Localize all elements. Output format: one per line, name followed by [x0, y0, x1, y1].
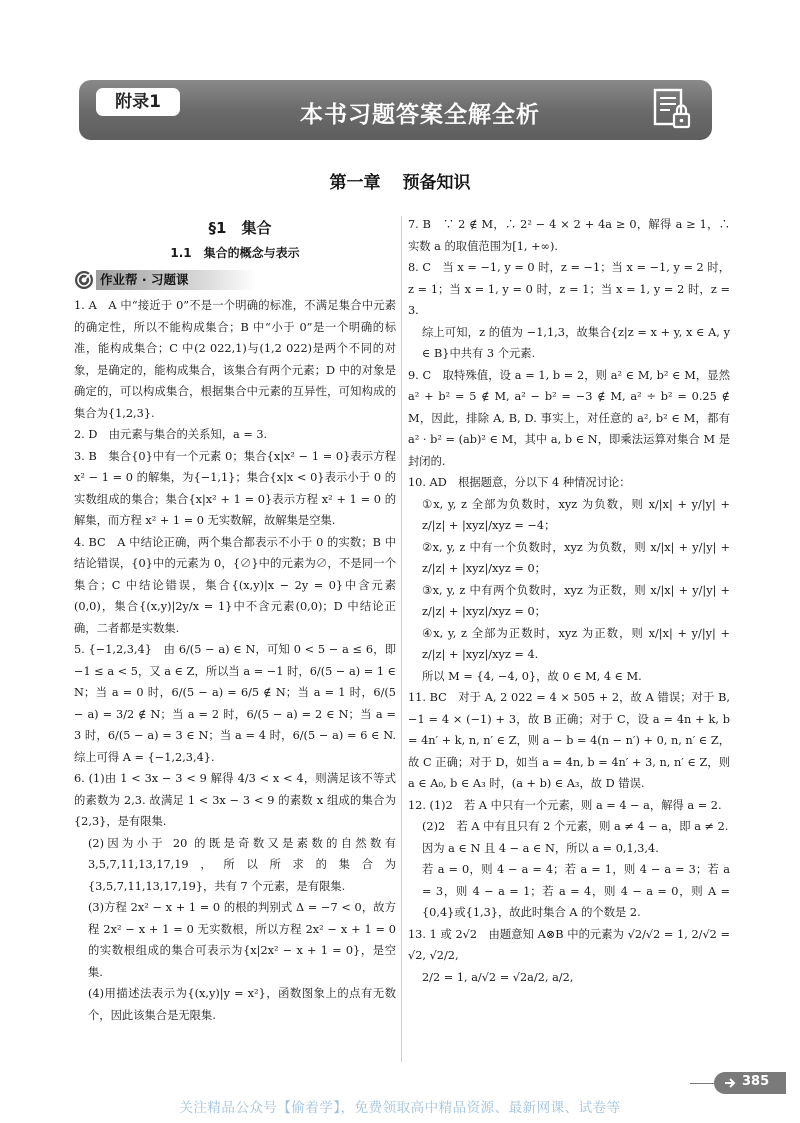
answer-paragraph: 3. B 集合{0}中有一个元素 0；集合{x|x² − 1 = 0}表示方程 x² − 1 = 0 的解集，为{−1,1}；集合{x|x < 0}表示小于 0 的实数组成的集合；集合{x|x² + 1 = 0}表示方程 x² + 1 = 0 的解集，而方程 x² + 1 = 0 无实数解，故解集是空集. — [74, 449, 396, 527]
answer-paragraph: 5. {−1,2,3,4} 由 6/(5 − a) ∈ N，可知 0 < 5 − a ≤ 6，即 −1 ≤ a < 5，又 a ∈ Z，所以当 a = −1 时，6/(5 − a) = 1 ∈ N；当 a = 0 时，6/(5 − a) = 6/5 ∉ N；当 a = 1 时，6/(5 − a) = 3/2 ∉ N；当 a = 2 时，6/(5 − a) = 2 ∈ N；当 a = 3 时，6/(5 − a) = 3 ∈ N；当 a = 4 时，6/(5 − a) = 6 ∈ N. 综上可得 A = {−1,2,3,4}. — [74, 643, 396, 764]
exercise-label: 作业帮 · 习题课 — [96, 270, 256, 290]
chapter-name: 预备知识 — [402, 173, 471, 193]
answer-paragraph: 1. A A 中“接近于 0”不是一个明确的标准，不满足集合中元素的确定性，所以不能构成集合；B 中“小于 0”是一个明确的标准，能构成集合；C 中(2 022,1)与(1,2 022)是两个不同的对象，是确定的，能构成集合，该集合有两个元素；D 中的对象是确定的，可以构成集合，根据集合中元素的互异性，可知构成的集合为{1,2,3}. — [74, 299, 396, 420]
answer-paragraph: 因为 a ∈ N 且 4 − a ∈ N，所以 a = 0,1,3,4. — [422, 841, 659, 855]
arrow-icon — [724, 1077, 738, 1089]
answer-paragraph: 8. C 当 x = −1, y = 0 时，z = −1；当 x = −1, y = 2 时，z = 1；当 x = 1, y = 0 时，z = 1；当 x = 1, y = 2 时，z = 3. — [408, 261, 730, 317]
answer-paragraph: 10. AD 根据题意，分以下 4 种情况讨论： — [408, 476, 631, 489]
answer-paragraph: 13. 1 或 2√2 由题意知 A⊗B 中的元素为 √2/√2 = 1, 2/√2 = √2, √2/2, — [408, 927, 730, 962]
page-number-badge — [714, 1072, 786, 1094]
answer-paragraph: 2. D 由元素与集合的关系知，a = 3. — [74, 428, 268, 441]
answer-paragraph: 6. (1)由 1 < 3x − 3 < 9 解得 4/3 < x < 4，则满足该不等式的素数为 2,3. 故满足 1 < 3x − 3 < 9 的素数 x 组成的集合为{2,3}，是有限集. — [74, 772, 396, 828]
answer-paragraph: 9. C 取特殊值，设 a = 1, b = 2，则 a² ∈ M, b² ∈ M，显然 a² + b² = 5 ∉ M, a² − b² = −3 ∉ M, a² ÷ b² = 0.25 ∉ M，因此，排除 A, B, D. 事实上，对任意的 a², b² ∈ M，都有 a² · b² = (ab)² ∈ M，其中 a, b ∈ N，即乘法运算对集合 M 是封闭的. — [408, 368, 730, 468]
page-number: 385 — [742, 1074, 770, 1089]
appendix-tab-label: 附录1 — [115, 92, 161, 112]
answer-paragraph: ②x, y, z 中有一个负数时，xyz 为负数，则 x/|x| + y/|y| + z/|z| + |xyz|/xyz = 0； — [422, 540, 730, 575]
footer-watermark-text: 关注精品公众号【偷着学】，免费领取高中精品资源、最新网课、试卷等 — [179, 1100, 621, 1116]
section-subtitle: 1.1 集合的概念与表示 — [170, 246, 300, 260]
document-lock-icon — [652, 88, 692, 132]
answer-paragraph: (3)方程 2x² − x + 1 = 0 的根的判别式 Δ = −7 < 0，故方程 2x² − x + 1 = 0 无实数根，所以方程 2x² − x + 1 = 0 的实数根组成的集合可表示为{x|2x² − x + 1 = 0}，是空集. — [88, 901, 396, 979]
target-icon — [74, 270, 94, 290]
answer-paragraph: (2)2 若 A 中有且只有 2 个元素，则 a ≠ 4 − a，即 a ≠ 2. — [422, 820, 729, 833]
exercise-header — [74, 268, 396, 292]
column-divider — [401, 216, 402, 1062]
answer-paragraph: ①x, y, z 全部为负数时，xyz 为负数，则 x/|x| + y/|y| + z/|z| + |xyz|/xyz = −4； — [422, 497, 730, 532]
answer-paragraph: 12. (1)2 若 A 中只有一个元素，则 a = 4 − a，解得 a = 2. — [408, 798, 722, 812]
answer-paragraph: 综上可知，z 的值为 −1,1,3，故集合{z|z = x + y, x ∈ A, y ∈ B}中共有 3 个元素. — [422, 325, 730, 360]
chapter-title — [0, 168, 800, 193]
answer-paragraph: ④x, y, z 全部为正数时，xyz 为正数，则 x/|x| + y/|y| + z/|z| + |xyz|/xyz = 4. — [422, 626, 730, 661]
page-title: 本书习题答案全解全析 — [300, 102, 540, 128]
left-column — [74, 214, 396, 1026]
page-number-rule — [690, 1083, 714, 1084]
chapter-number: 第一章 — [329, 173, 381, 193]
answer-paragraph: 若 a = 0，则 4 − a = 4；若 a = 1，则 4 − a = 3；若 a = 3，则 4 − a = 1；若 a = 4，则 4 − a = 0，则 A = {0,4}或{1,3}，故此时集合 A 的个数是 2. — [422, 863, 730, 919]
answer-paragraph: (4)用描述法表示为{(x,y)|y = x²}，函数图象上的点有无数个，因此该集合是无限集. — [88, 987, 396, 1022]
answer-paragraph: 4. BC A 中结论正确，两个集合都表示不小于 0 的实数；B 中结论错误，{0}中的元素为 0，{∅}中的元素为∅，不是同一个集合；C 中结论错误，集合{(x,y)|x − 2y = 0}中含元素(0,0)，集合{(x,y)|2y/x = 1}中不含元素(0,0)；D 中结论正确，二者都是实数集. — [74, 535, 396, 635]
right-column — [408, 214, 730, 988]
answer-paragraph: 所以 M = {4, −4, 0}，故 0 ∈ M, 4 ∈ M. — [422, 669, 642, 683]
answer-paragraph: 7. B ∵ 2 ∉ M，∴ 2² − 4 × 2 + 4a ≥ 0，解得 a ≥ 1，∴ 实数 a 的取值范围为[1, +∞). — [408, 218, 730, 253]
answer-paragraph: (2)因为小于 20 的既是奇数又是素数的自然数有 3,5,7,11,13,17,19，所以所求的集合为{3,5,7,11,13,17,19}，共有 7 个元素，是有限集. — [88, 836, 396, 893]
answer-paragraph: ③x, y, z 中有两个负数时，xyz 为正数，则 x/|x| + y/|y| + z/|z| + |xyz|/xyz = 0； — [422, 583, 730, 618]
answer-paragraph: 11. BC 对于 A, 2 022 = 4 × 505 + 2，故 A 错误；对于 B, −1 = 4 × (−1) + 3，故 B 正确；对于 C，设 a = 4n + k, b = 4n′ + k, n, n′ ∈ Z，则 a − b = 4(n − n′) + 0, n, n′ ∈ Z，故 C 正确；对于 D，如当 a = 4n, b = 4n′ + 3, n, n′ ∈ Z，则 a ∈ A₀, b ∈ A₃ 时，(a + b) ∈ A₃，故 D 错误. — [408, 691, 730, 790]
answer-paragraph: 2/2 = 1, a/√2 = √2a/2, a/2, — [422, 970, 574, 984]
appendix-tab — [96, 88, 180, 116]
section-title: §1 集合 — [208, 219, 272, 237]
